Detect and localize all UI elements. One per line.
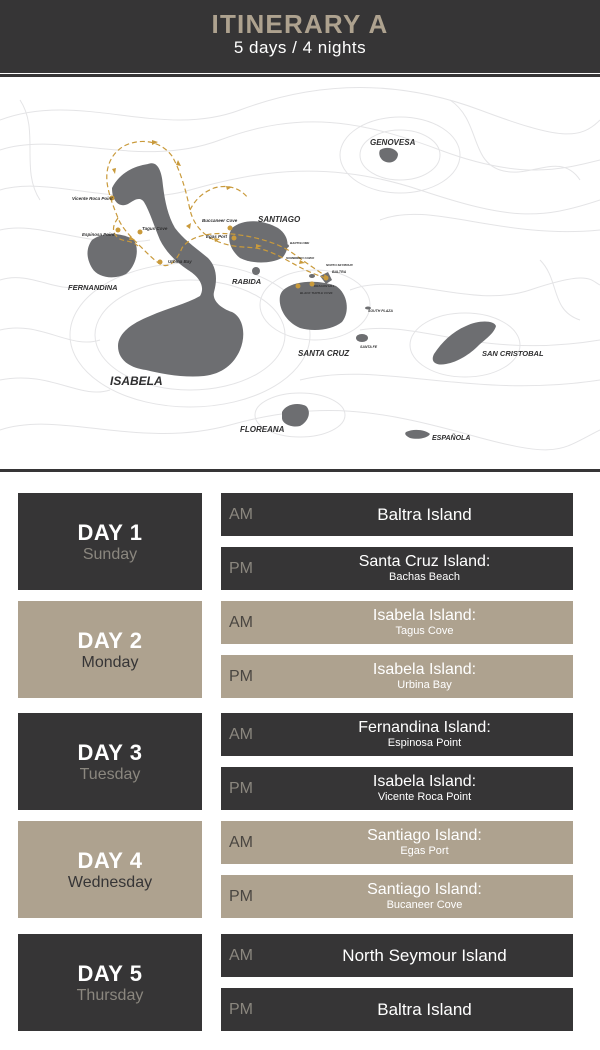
day-1-am-slot: [221, 493, 573, 536]
am-label: AM: [229, 947, 253, 964]
label-south-plaza: SOUTH PLAZA: [368, 309, 393, 313]
am-label: AM: [229, 834, 253, 851]
label-urbina: Urbina Bay: [168, 259, 192, 264]
slot-place: Baltra Island: [377, 504, 472, 524]
label-floreana: FLOREANA: [240, 425, 285, 434]
label-rabida: RABIDA: [232, 277, 262, 286]
day-4-weekday: Wednesday: [67, 874, 153, 891]
label-bartolome: BARTOLOME: [290, 241, 310, 245]
day-2-weekday: Monday: [81, 654, 139, 671]
slot-site: Vicente Roca Point: [377, 791, 472, 803]
fernandina-island-shape: [88, 234, 137, 277]
galapagos-route-map: [0, 80, 600, 468]
slot-place: Santa Cruz Island:: [358, 553, 491, 570]
label-tagus: Tagus Cove: [142, 226, 168, 231]
day-1-card: [18, 493, 202, 590]
pm-label: PM: [229, 560, 253, 577]
pm-label: PM: [229, 668, 253, 685]
day-1-weekday: Sunday: [82, 546, 138, 563]
label-san-cristobal: SAN CRISTOBAL: [482, 349, 544, 358]
bartolome-island-shape: [283, 244, 289, 248]
itinerary-duration: 5 days / 4 nights: [233, 38, 367, 57]
am-label: AM: [229, 726, 253, 743]
day-5-am-slot: [221, 934, 573, 977]
pm-label: PM: [229, 888, 253, 905]
slot-place: Fernandina Island:: [358, 719, 491, 736]
label-santiago: SANTIAGO: [258, 215, 301, 224]
slot-site: Espinosa Point: [387, 737, 462, 749]
slot-place: Santiago Island:: [367, 827, 482, 844]
pm-label: PM: [229, 780, 253, 797]
day-1-pm-slot: [221, 547, 573, 590]
isabela-island-shape: [112, 163, 243, 376]
day-3-title: DAY 3: [77, 740, 143, 765]
label-baltra: BALTRA: [332, 270, 347, 274]
pm-label: PM: [229, 1001, 253, 1018]
am-label: AM: [229, 506, 253, 523]
header-divider: [0, 74, 600, 77]
day-3-weekday: Tuesday: [79, 766, 141, 783]
label-black-turtle: BLACK TURTLE COVE: [300, 291, 333, 295]
slot-place: Isabela Island:: [372, 607, 477, 624]
label-espanola: ESPAÑOLA: [432, 435, 471, 442]
contour-lines: [0, 88, 600, 450]
santa-cruz-island-shape: [280, 282, 347, 330]
day-5-card: [18, 934, 202, 1031]
day-3-am-slot: [221, 713, 573, 756]
label-santa-fe: SANTA FE: [360, 345, 378, 349]
santa-fe-island-shape: [356, 334, 368, 342]
floreana-island-shape: [282, 404, 309, 427]
day-3-pm-slot: [221, 767, 573, 810]
day-2-card: [18, 601, 202, 698]
itinerary-title: ITINERARY A: [211, 9, 389, 39]
day-4-am-slot: [221, 821, 573, 864]
day-5-pm-slot: [221, 988, 573, 1031]
label-dragon-hill: DRAGON HILL: [314, 284, 335, 288]
day-4-card: [18, 821, 202, 918]
slot-place: Santiago Island:: [367, 881, 482, 898]
north-seymour-island-shape: [309, 274, 315, 278]
label-fernandina: FERNANDINA: [68, 283, 118, 292]
label-north-seymour: NORTH SEYMOUR: [326, 263, 353, 267]
slot-site: Urbina Bay: [397, 679, 452, 691]
slot-site: Bucaneer Cove: [386, 899, 463, 911]
day-4-title: DAY 4: [77, 848, 143, 873]
day-2-am-slot: [221, 601, 573, 644]
label-espinosa: Espinosa Point: [82, 232, 115, 237]
slot-place: Isabela Island:: [372, 773, 477, 790]
day-5-title: DAY 5: [77, 961, 143, 986]
day-3-card: [18, 713, 202, 810]
label-sombrero: SOMBRERO CHINO: [286, 256, 315, 260]
espanola-island-shape: [405, 430, 430, 439]
day-2-title: DAY 2: [77, 628, 143, 653]
day-4-pm-slot: [221, 875, 573, 918]
day-2-pm-slot: [221, 655, 573, 698]
slot-site: Bachas Beach: [389, 571, 460, 583]
am-label: AM: [229, 614, 253, 631]
label-vicente-roca: Vicente Roca Point: [72, 196, 113, 201]
label-bucaneer: Buccaneer Cove: [202, 218, 238, 223]
label-isabela: ISABELA: [110, 374, 163, 388]
label-santa-cruz: SANTA CRUZ: [298, 349, 350, 358]
day-1-title: DAY 1: [77, 520, 143, 545]
slot-place: Baltra Island: [377, 999, 472, 1019]
slot-place: North Seymour Island: [342, 945, 507, 965]
itinerary-header: [0, 0, 600, 73]
rabida-island-shape: [252, 267, 260, 275]
slot-site: Tagus Cove: [395, 625, 454, 637]
label-egas: Egas Port: [206, 234, 228, 239]
label-genovesa: GENOVESA: [370, 138, 416, 147]
day-5-weekday: Thursday: [76, 987, 144, 1004]
genovesa-island-shape: [379, 148, 398, 163]
slot-site: Egas Port: [400, 845, 449, 857]
map-divider: [0, 469, 600, 472]
slot-place: Isabela Island:: [372, 661, 477, 678]
